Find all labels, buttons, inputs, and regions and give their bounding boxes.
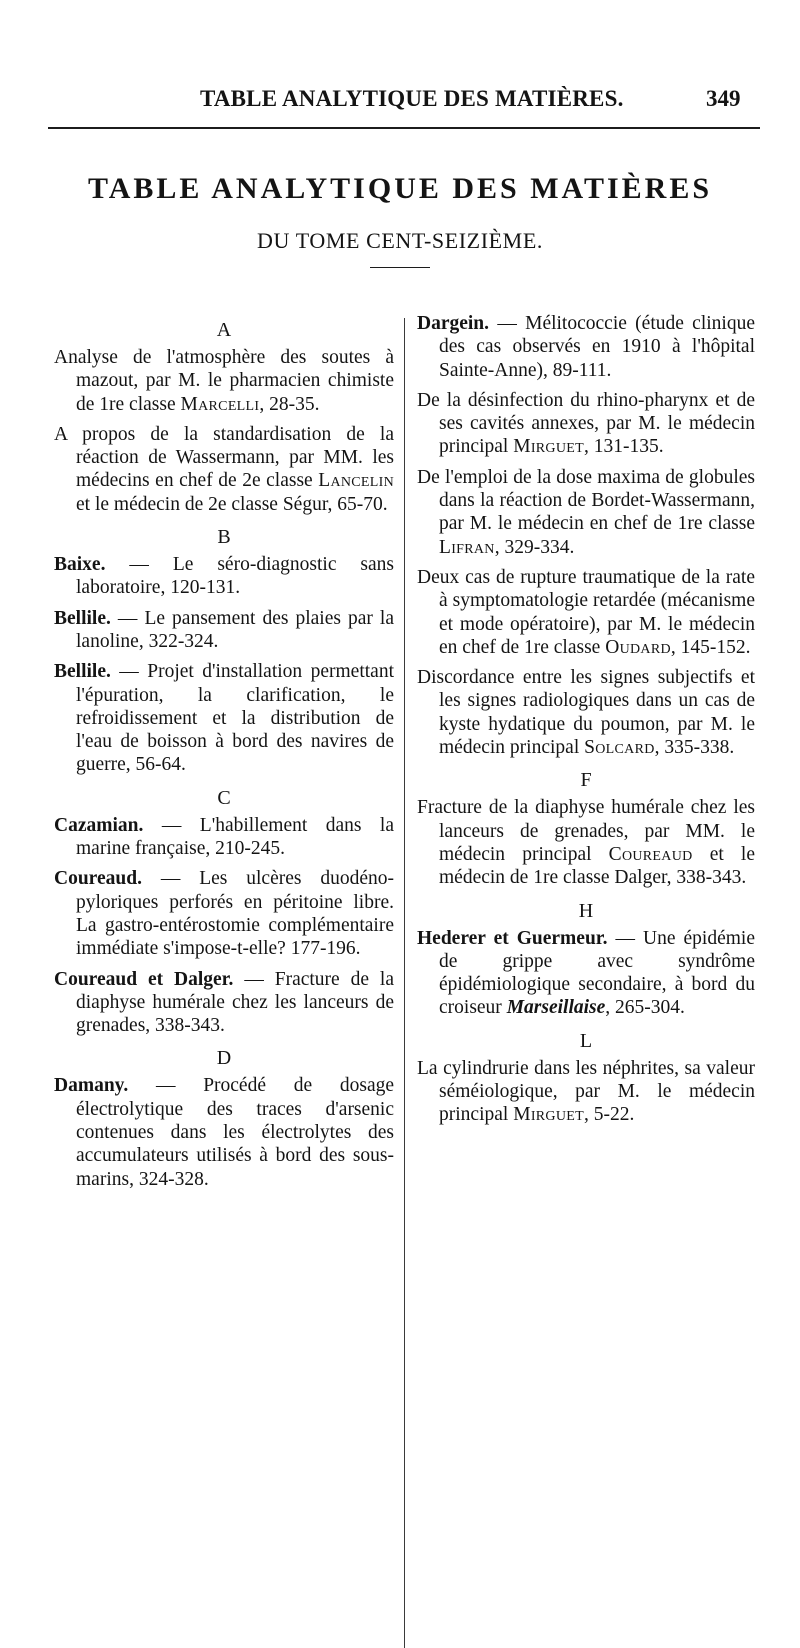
- page-number: 349: [706, 86, 741, 111]
- page-title: TABLE ANALYTIQUE DES MATIÈRES: [87, 172, 713, 205]
- index-entry: De l'emploi de la dose maxima de globules dans la réaction de Bordet-Wassermann, par M. le médecin en chef de 1re classe Lifran, 329-334.: [417, 466, 755, 558]
- entry-author: Bellile.: [54, 607, 111, 629]
- index-entry: Fracture de la diaphyse humérale chez les lanceurs de grenades, par MM. le médecin principal Coureaud et le médecin de 1re classe Dalger, 338-343.: [417, 797, 755, 889]
- section-letter-h: H: [578, 899, 594, 922]
- index-entry: Damany. — Procédé de dosage électrolytique des traces d'arsenic contenues dans les électrolytes des accumulateurs utilisés à bord des sous-marins, 324-328.: [54, 1075, 394, 1190]
- index-entry: Coureaud et Dalger. — Fracture de la diaphyse humérale chez les lanceurs de grenades, 338-343.: [54, 968, 394, 1037]
- entry-author: Dargein.: [417, 313, 490, 334]
- entry-author: Bellile.: [54, 661, 111, 683]
- section-letter-b: B: [217, 526, 231, 549]
- index-entry: De la désinfection du rhino-pharynx et de ses cavités annexes, par M. le médecin principal Mirguet, 131-135.: [417, 389, 755, 458]
- entry-author: Coureaud et Dalger.: [54, 968, 234, 990]
- index-entry: Discordance entre les signes subjectifs et les signes radiologiques dans un cas de kyste hydatique du poumon, par M. le médecin principal Solcard, 335-338.: [417, 667, 755, 759]
- index-entry: La cylindrurie dans les néphrites, sa valeur séméiologique, par M. le médecin principal Mirguet, 5-22.: [417, 1057, 755, 1126]
- entry-author: Damany.: [54, 1075, 129, 1097]
- running-title: TABLE ANALYTIQUE DES MATIÈRES.: [200, 86, 624, 111]
- entry-author: Coureaud.: [54, 868, 142, 890]
- title-rule: [370, 267, 430, 268]
- running-head: [0, 82, 800, 122]
- index-entry: Dargein. — Mélitococcie (étude clinique des cas observés en 1910 à l'hôpital Sainte-Anne), 89-111.: [417, 313, 755, 381]
- index-entry: Bellile. — Projet d'installation permettant l'épuration, la clarification, le refroidissement et la distribution de l'eau de boisson à bord des navires de guerre, 56-64.: [54, 661, 394, 776]
- right-column: [417, 312, 755, 1134]
- index-entry: A propos de la standardisation de la réaction de Wassermann, par MM. les médecins en chef de 2e classe Lancelin et le médecin de 2e classe Ségur, 65-70.: [54, 423, 394, 515]
- section-letter-c: C: [217, 786, 231, 809]
- page-subtitle: DU TOME CENT-SEIZIÈME.: [257, 228, 543, 253]
- index-entry: Deux cas de rupture traumatique de la rate à symptomatologie retardée (mécanisme et mode opératoire), par M. le médecin en chef de 1re classe Oudard, 145-152.: [417, 566, 755, 658]
- index-entry: Baixe. — Le séro-diagnostic sans laboratoire, 120-131.: [54, 554, 394, 599]
- entry-author: Hederer et Guermeur.: [417, 927, 608, 949]
- section-letter-d: D: [216, 1047, 232, 1070]
- index-entry: Hederer et Guermeur. — Une épidémie de grippe avec syndrôme épidémiologique secondaire, à bord du croiseur Marseillaise, 265-304.: [417, 927, 755, 1019]
- section-letter-f: F: [580, 769, 592, 792]
- left-column: [54, 312, 394, 1198]
- header-rule: [48, 127, 760, 129]
- index-entry: Analyse de l'atmosphère des soutes à mazout, par M. le pharmacien chimiste de 1re classe Marcelli, 28-35.: [54, 347, 394, 415]
- ship-name: Marseillaise: [506, 997, 606, 1019]
- column-divider: [404, 318, 405, 1648]
- entry-author: Cazamian.: [54, 814, 144, 836]
- index-entry: Bellile. — Le pansement des plaies par la lanoline, 322-324.: [54, 607, 394, 652]
- section-letter-a: A: [216, 319, 232, 341]
- section-letter-l: L: [579, 1029, 593, 1052]
- entry-author: Baixe.: [54, 554, 106, 576]
- index-entry: Coureaud. — Les ulcères duodéno-pyloriques perforés en péritoine libre. La gastro-entérostomie complémentaire immédiate s'impose-t-elle? 177-196.: [54, 868, 394, 960]
- index-entry: Cazamian. — L'habillement dans la marine française, 210-245.: [54, 814, 394, 860]
